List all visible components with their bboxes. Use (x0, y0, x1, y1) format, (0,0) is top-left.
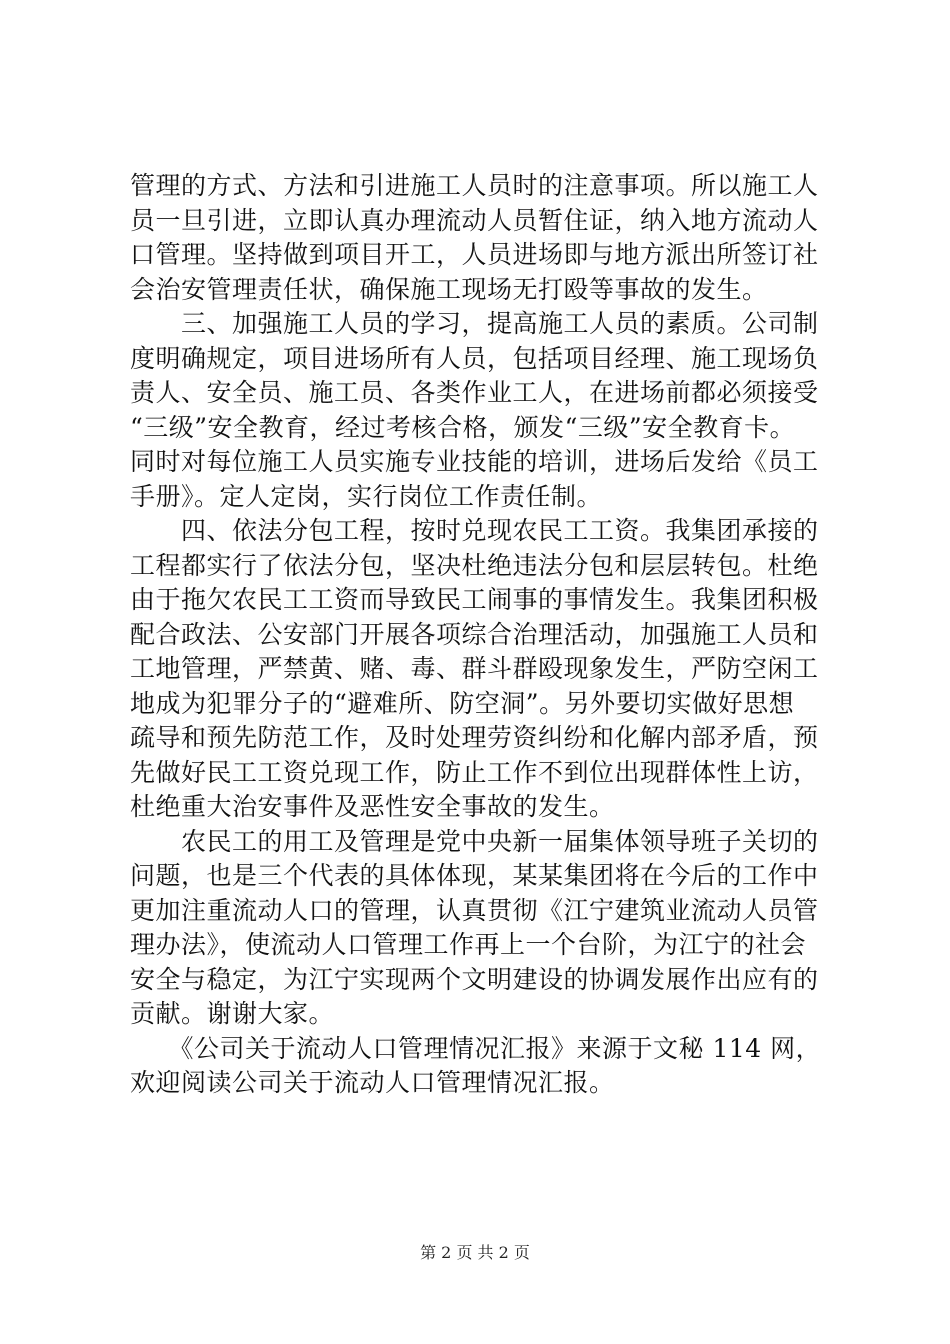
paragraph (130, 514, 836, 825)
text-line: 理办法》，使流动人口管理工作再上一个台阶，为江宁的社会 (130, 930, 807, 959)
paragraph (130, 169, 836, 307)
paragraph (130, 1032, 836, 1101)
page-footer: 第 2 页 共 2 页 (420, 1243, 530, 1262)
paragraph (130, 825, 836, 1032)
text-line: 更加注重流动人口的管理，认真贯彻《江宁建筑业流动人员管 (130, 895, 819, 925)
text-line: 配合政法、公安部门开展各项综合治理活动，加强施工人员和 (130, 619, 819, 649)
text-line: 口管理。坚持做到项目开工，人员进场即与地方派出所签订社 (130, 240, 819, 269)
text-line: 会治安管理责任状，确保施工现场无打殴等事故的发生。 (130, 274, 768, 304)
text-line: 手册》。定人定岗，实行岗位工作责任制。 (130, 481, 603, 511)
text-line: 贡献。谢谢大家。 (130, 999, 335, 1028)
text-line: 管理的方式、方法和引进施工人员时的注意事项。所以施工人 (130, 171, 819, 200)
text-line: 责人、安全员、施工员、各类作业工人，在进场前都必须接受 (130, 378, 819, 407)
text-line: 工程都实行了依法分包，坚决杜绝违法分包和层层转包。杜绝 (130, 550, 819, 580)
text-line: 农民工的用工及管理是党中央新一届集体领导班子关切的 (130, 826, 819, 856)
text-line: 疏导和预先防范工作，及时处理劳资纠纷和化解内部矛盾，预 (130, 723, 819, 752)
text-line: 安全与稳定，为江宁实现两个文明建设的协调发展作出应有的 (130, 964, 819, 994)
text-line: 《公司关于流动人口管理情况汇报》来源于文秘 114 网， (130, 1033, 822, 1063)
document-body (130, 169, 836, 1101)
text-line: 工地管理，严禁黄、赌、毒、群斗群殴现象发生，严防空闲工 (130, 654, 819, 683)
text-line: 欢迎阅读公司关于流动人口管理情况汇报。 (130, 1068, 615, 1097)
text-line: 地成为犯罪分子的“避难所、防空洞”。另外要切实做好思想 (130, 688, 795, 718)
text-line: 问题，也是三个代表的具体体现，某某集团将在今后的工作中 (130, 861, 819, 890)
text-line: 三、加强施工人员的学习，提高施工人员的素质。公司制 (130, 309, 819, 338)
text-line: 先做好民工工资兑现工作，防止工作不到位出现群体性上访， (130, 757, 819, 787)
text-line: 度明确规定，项目进场所有人员，包括项目经理、施工现场负 (130, 343, 819, 373)
text-line: 四、依法分包工程，按时兑现农民工工资。我集团承接的 (130, 516, 819, 545)
text-line: 同时对每位施工人员实施专业技能的培训，进场后发给《员工 (130, 447, 819, 476)
paragraph (130, 307, 836, 514)
text-line: “三级”安全教育，经过考核合格，颁发“三级”安全教育卡。 (130, 412, 796, 442)
text-line: 杜绝重大治安事件及恶性安全事故的发生。 (130, 792, 615, 821)
text-line: 由于拖欠农民工工资而导致民工闹事的事情发生。我集团积极 (130, 585, 819, 614)
text-line: 员一旦引进，立即认真办理流动人员暂住证，纳入地方流动人 (130, 205, 819, 235)
